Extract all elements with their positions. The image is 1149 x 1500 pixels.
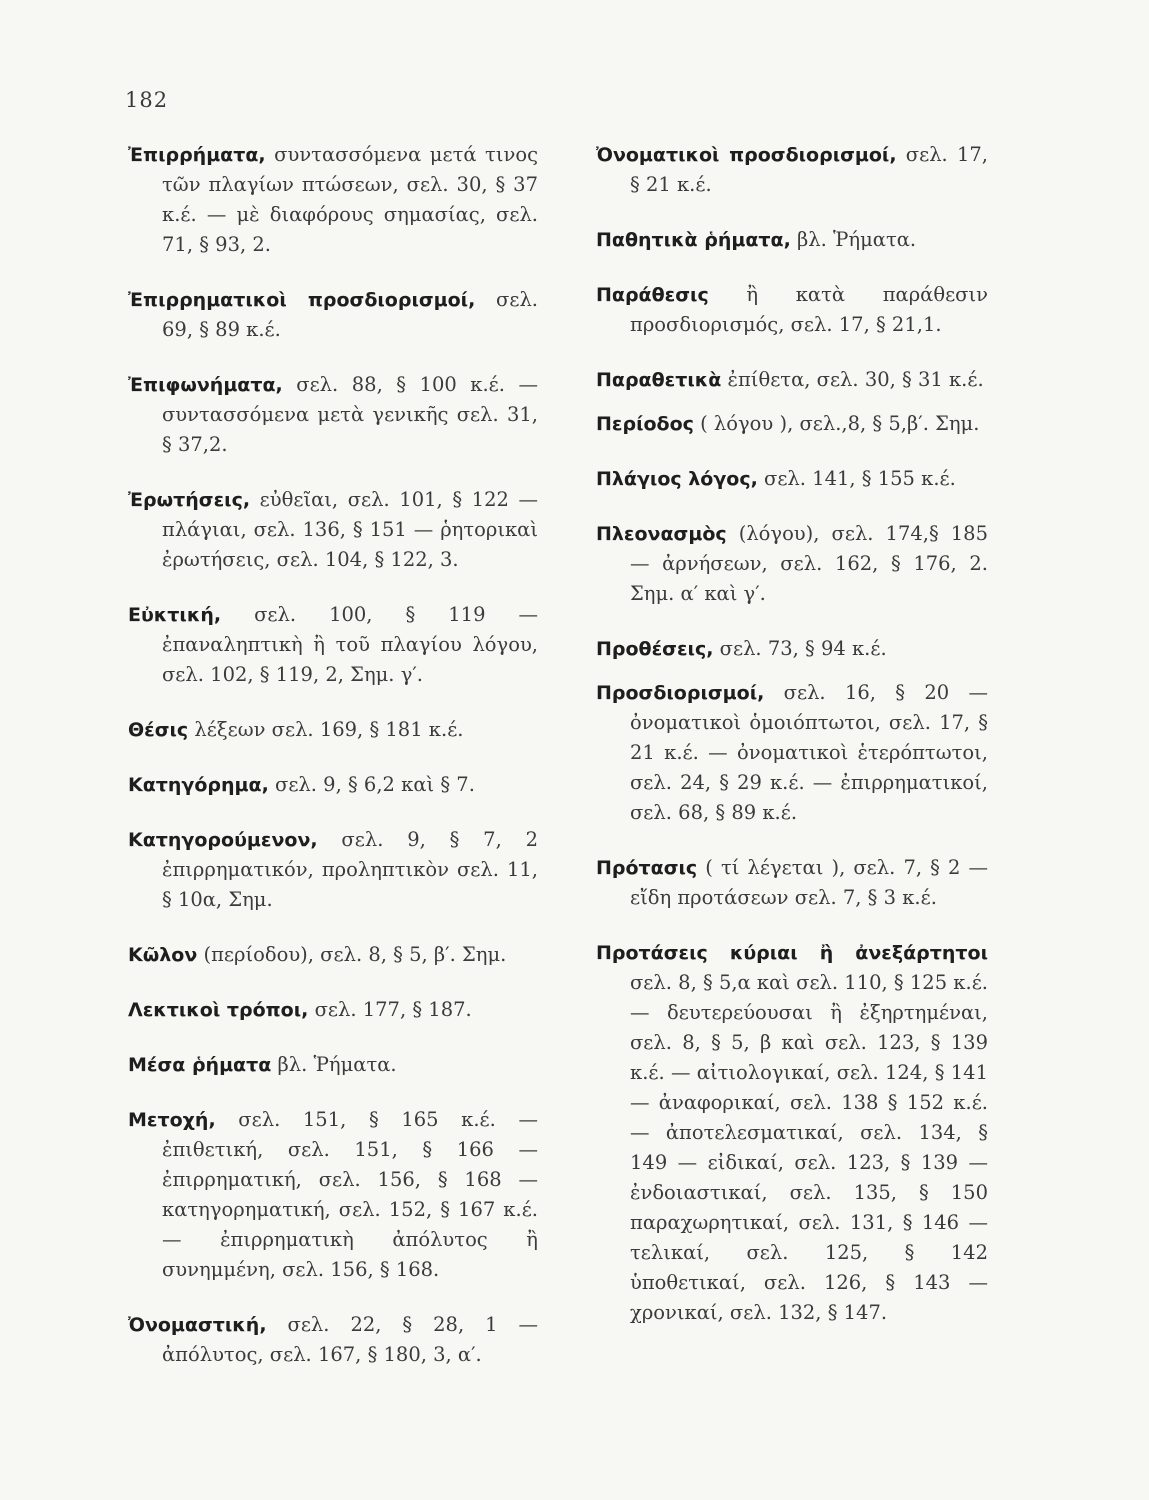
index-entry xyxy=(596,938,988,1328)
entry-references: σελ. 16, § 20 — ὀνοματικοὶ ὁμοιόπτωτοι, σελ. 17, § 21 κ.έ. — ὀνοματικοὶ ἑτερόπτωτοι, σελ. 24, § 29 κ.έ. — ἐπιρρηματικοί, σελ. 68, § 89 κ.έ. xyxy=(630,681,988,824)
entry-term: Ἐρωτήσεις, xyxy=(128,489,251,511)
entry-term: Παραθετικὰ xyxy=(596,369,722,391)
index-entry xyxy=(128,485,538,575)
entry-term: Μέσα ῥήματα xyxy=(128,1054,272,1076)
entry-references: σελ. 177, § 187. xyxy=(308,998,472,1021)
entry-term: Ἐπιφωνήματα, xyxy=(128,374,283,396)
entry-references: λέξεων σελ. 169, § 181 κ.έ. xyxy=(188,718,464,741)
entry-references: ἢ κατὰ παράθεσιν προσδιορισμός, σελ. 17, § 21,1. xyxy=(630,283,988,336)
index-entry xyxy=(128,370,538,460)
entry-term: Εὐκτική, xyxy=(128,604,222,626)
index-entry xyxy=(596,678,988,828)
entry-references: σελ. 9, § 6,2 καὶ § 7. xyxy=(268,773,475,796)
index-entry xyxy=(596,365,988,395)
entry-references: σελ. 73, § 94 κ.έ. xyxy=(713,637,887,660)
entry-references: σελ. 8, § 5,α καὶ σελ. 110, § 125 κ.έ. — δευτερεύουσαι ἢ ἐξηρτημέναι, σελ. 8, § 5, β καὶ σελ. 123, § 139 κ.έ. — αἰτιολογικαί, σελ. 124, § 141 — ἀναφορικαί, σελ. 138 § 152 κ.έ. — ἀποτελεσματικαί, σελ. 134, § 149 — εἰδικαί, σελ. 123, § 139 — ἐνδοιαστικαί, σελ. 135, § 150 παραχωρητικαί, σελ. 131, § 146 — τελικαί, σελ. 125, § 142 ὑποθετικαί, σελ. 126, § 143 — χρονικαί, σελ. 132, § 147. xyxy=(630,971,988,1324)
entry-references: (λόγου), σελ. 174,§ 185 — ἀρνήσεων, σελ. 162, § 176, 2. Σημ. α′ καὶ γ′. xyxy=(630,522,988,605)
entry-term: Πλεονασμὸς xyxy=(596,523,727,545)
entry-term: Προθέσεις, xyxy=(596,638,714,660)
page-number: 182 xyxy=(125,88,169,112)
entry-term: Περίοδος xyxy=(596,413,694,435)
index-entry xyxy=(128,940,538,970)
entry-references: εὐθεῖαι, σελ. 101, § 122 — πλάγιαι, σελ. 136, § 151 — ῥητορικαὶ ἐρωτήσεις, σελ. 104, § 122, 3. xyxy=(162,488,538,571)
entry-references: σελ. 17, § 21 κ.έ. xyxy=(630,143,988,196)
entry-references: ( τί λέγεται ), σελ. 7, § 2 — εἴδη προτάσεων σελ. 7, § 3 κ.έ. xyxy=(630,856,988,909)
entry-term: Προτάσεις κύριαι ἢ ἀνεξάρτητοι xyxy=(596,942,988,964)
entry-references: σελ. 100, § 119 — ἐπαναληπτικὴ ἢ τοῦ πλαγίου λόγου, σελ. 102, § 119, 2, Σημ. γ′. xyxy=(162,603,538,686)
entry-references: βλ. Ῥήματα. xyxy=(790,228,917,251)
entry-term: Κατηγορούμενον, xyxy=(128,829,318,851)
index-entry xyxy=(128,140,538,260)
index-entry xyxy=(596,140,988,200)
index-entry xyxy=(596,634,988,664)
index-entry xyxy=(128,1310,538,1370)
entry-term: Παράθεσις xyxy=(596,284,709,306)
entry-term: Κατηγόρημα, xyxy=(128,774,269,796)
entry-term: Πρότασις xyxy=(596,857,698,879)
entry-references: σελ. 151, § 165 κ.έ. — ἐπιθετική, σελ. 151, § 166 — ἐπιρρηματική, σελ. 156, § 168 — κατηγορηματική, σελ. 152, § 167 κ.έ. — ἐπιρρηματικὴ ἀπόλυτος ἢ συνημμένη, σελ. 156, § 168. xyxy=(162,1108,538,1281)
index-entry xyxy=(128,285,538,345)
entry-term: Λεκτικοὶ τρόποι, xyxy=(128,999,309,1021)
index-entry xyxy=(596,853,988,913)
index-entry xyxy=(128,1050,538,1080)
index-entry xyxy=(128,715,538,745)
entry-references: (περίοδου), σελ. 8, § 5, β′. Σημ. xyxy=(197,943,507,966)
index-entry xyxy=(596,464,988,494)
index-entry xyxy=(596,409,988,439)
index-entry xyxy=(128,770,538,800)
entry-term: Ὀνοματικοὶ προσδιορισμοί, xyxy=(596,144,897,166)
entry-references: σελ. 88, § 100 κ.έ. — συντασσόμενα μετὰ γενικῆς σελ. 31, § 37,2. xyxy=(162,373,538,456)
entry-term: Παθητικὰ ῥήματα, xyxy=(596,229,791,251)
index-column-right xyxy=(596,140,988,1353)
entry-references: σελ. 22, § 28, 1 — ἀπόλυτος, σελ. 167, § 180, 3, α′. xyxy=(162,1313,538,1366)
index-entry xyxy=(596,280,988,340)
entry-term: Κῶλον xyxy=(128,944,198,966)
entry-references: ( λόγου ), σελ.,8, § 5,β′. Σημ. xyxy=(693,412,980,435)
index-entry xyxy=(596,519,988,609)
entry-term: Ἐπιρρηματικοὶ προσδιορισμοί, xyxy=(128,289,476,311)
entry-term: Θέσις xyxy=(128,719,189,741)
index-entry xyxy=(596,225,988,255)
entry-references: βλ. Ῥήματα. xyxy=(271,1053,397,1076)
index-entry xyxy=(128,995,538,1025)
entry-references: σελ. 69, § 89 κ.έ. xyxy=(162,288,539,341)
index-entry xyxy=(128,1105,538,1285)
entry-term: Πλάγιος λόγος, xyxy=(596,468,758,490)
entry-references: σελ. 141, § 155 κ.έ. xyxy=(757,467,956,490)
entry-term: Μετοχή, xyxy=(128,1109,216,1131)
entry-references: σελ. 9, § 7, 2 ἐπιρρηματικόν, προληπτικὸν σελ. 11, § 10α, Σημ. xyxy=(162,828,538,911)
index-entry xyxy=(128,600,538,690)
index-column-left xyxy=(128,140,538,1395)
entry-references: ἐπίθετα, σελ. 30, § 31 κ.έ. xyxy=(721,368,984,391)
index-entry xyxy=(128,825,538,915)
entry-term: Προσδιορισμοί, xyxy=(596,682,765,704)
entry-term: Ὀνομαστική, xyxy=(128,1314,267,1336)
entry-references: συντασσόμενα μετά τινος τῶν πλαγίων πτώσεων, σελ. 30, § 37 κ.έ. — μὲ διαφόρους σημασίας, σελ. 71, § 93, 2. xyxy=(162,143,538,256)
entry-term: Ἐπιρρήματα, xyxy=(128,144,266,166)
